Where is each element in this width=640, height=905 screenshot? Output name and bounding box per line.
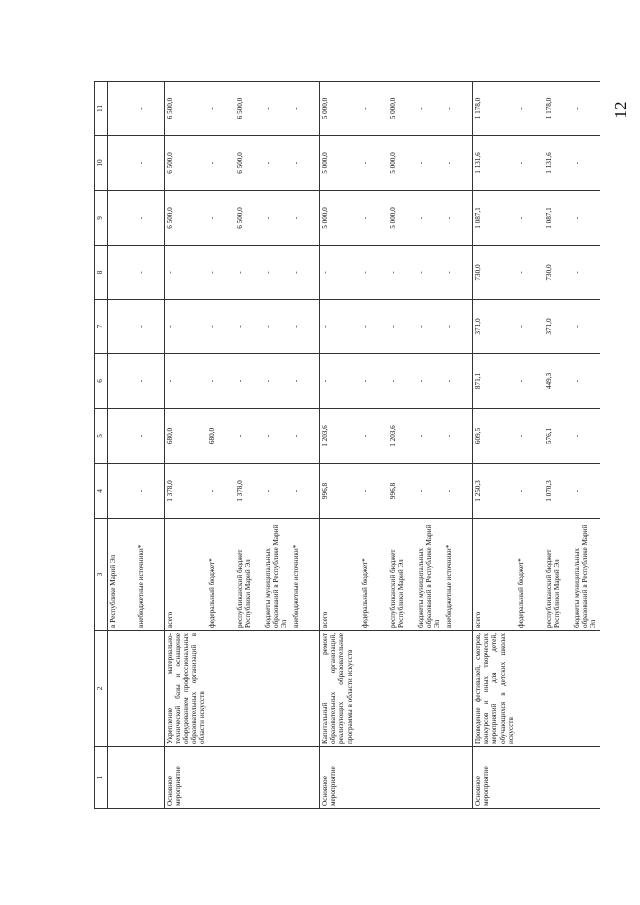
- value-cell: -: [516, 464, 544, 519]
- activity-name-cell: [388, 631, 416, 747]
- activity-name-cell: [263, 631, 291, 747]
- value-cell: 680,0: [165, 409, 208, 464]
- value-cell: 1 203,6: [320, 409, 361, 464]
- value-cell: 6 500,0: [235, 82, 263, 136]
- value-cell: -: [263, 82, 291, 136]
- table-row: [320, 82, 361, 809]
- value-cell: -: [291, 82, 320, 136]
- value-cell: -: [263, 300, 291, 354]
- row-type-cell: [207, 747, 235, 809]
- funding-source-cell: бюджеты муниципальных образований в Республике Марий Эл: [263, 519, 291, 631]
- header-cell: 9: [95, 191, 108, 246]
- value-cell: -: [136, 354, 165, 409]
- value-cell: -: [263, 409, 291, 464]
- value-cell: -: [320, 300, 361, 354]
- budget-table: [94, 81, 600, 809]
- activity-name-cell: [207, 631, 235, 747]
- value-cell: -: [235, 300, 263, 354]
- activity-name-cell: [544, 631, 572, 747]
- value-cell: 1 131,6: [473, 136, 516, 191]
- value-cell: 5 000,0: [388, 191, 416, 246]
- table-row: [136, 82, 165, 809]
- value-cell: -: [207, 82, 235, 136]
- value-cell: -: [416, 246, 444, 300]
- value-cell: 730,0: [544, 246, 572, 300]
- value-cell: 449,3: [544, 354, 572, 409]
- row-type-cell: [572, 747, 600, 809]
- value-cell: -: [444, 409, 473, 464]
- value-cell: 5 000,0: [388, 136, 416, 191]
- funding-source-cell: внебюджетные источники*: [444, 519, 473, 631]
- value-cell: -: [320, 246, 361, 300]
- value-cell: -: [572, 136, 600, 191]
- header-cell: 11: [95, 82, 108, 136]
- row-type-cell: Основное мероприятие: [473, 747, 516, 809]
- row-type-cell: [516, 747, 544, 809]
- value-cell: -: [235, 409, 263, 464]
- value-cell: 1 378,0: [235, 464, 263, 519]
- value-cell: -: [136, 300, 165, 354]
- value-cell: -: [444, 300, 473, 354]
- value-cell: 6 500,0: [235, 136, 263, 191]
- value-cell: -: [136, 136, 165, 191]
- value-cell: [108, 82, 137, 136]
- activity-name-cell: [108, 631, 137, 747]
- value-cell: -: [165, 300, 208, 354]
- value-cell: -: [291, 191, 320, 246]
- value-cell: -: [572, 246, 600, 300]
- value-cell: 1 178,0: [473, 82, 516, 136]
- value-cell: [108, 464, 137, 519]
- value-cell: -: [136, 464, 165, 519]
- funding-source-cell: внебюджетные источники*: [136, 519, 165, 631]
- funding-source-cell: всего: [320, 519, 361, 631]
- value-cell: -: [165, 354, 208, 409]
- budget-table-page: [94, 82, 597, 809]
- value-cell: -: [360, 246, 388, 300]
- funding-source-cell: республиканский бюджет Республики Марий Эл: [544, 519, 572, 631]
- value-cell: 6 500,0: [165, 136, 208, 191]
- value-cell: -: [416, 136, 444, 191]
- value-cell: -: [263, 136, 291, 191]
- value-cell: -: [516, 354, 544, 409]
- table-row: [108, 82, 137, 809]
- funding-source-cell: федеральный бюджет*: [516, 519, 544, 631]
- row-type-cell: [544, 747, 572, 809]
- value-cell: -: [320, 354, 361, 409]
- header-cell: 5: [95, 409, 108, 464]
- row-type-cell: [263, 747, 291, 809]
- value-cell: [108, 409, 137, 464]
- value-cell: -: [572, 191, 600, 246]
- value-cell: 371,0: [473, 300, 516, 354]
- value-cell: -: [416, 191, 444, 246]
- value-cell: -: [444, 191, 473, 246]
- value-cell: -: [207, 191, 235, 246]
- row-type-cell: [291, 747, 320, 809]
- funding-source-cell: федеральный бюджет*: [360, 519, 388, 631]
- value-cell: -: [444, 464, 473, 519]
- value-cell: 871,1: [473, 354, 516, 409]
- value-cell: 1 378,0: [165, 464, 208, 519]
- activity-name-cell: [235, 631, 263, 747]
- funding-source-cell: федеральный бюджет*: [207, 519, 235, 631]
- value-cell: 680,0: [207, 409, 235, 464]
- row-type-cell: [235, 747, 263, 809]
- activity-name-cell: [291, 631, 320, 747]
- value-cell: -: [516, 246, 544, 300]
- value-cell: 1 070,3: [544, 464, 572, 519]
- value-cell: -: [516, 300, 544, 354]
- value-cell: -: [444, 82, 473, 136]
- activity-name-cell: [136, 631, 165, 747]
- value-cell: -: [136, 246, 165, 300]
- value-cell: -: [291, 246, 320, 300]
- value-cell: 6 500,0: [165, 82, 208, 136]
- activity-name-cell: [416, 631, 444, 747]
- header-cell: 6: [95, 354, 108, 409]
- value-cell: [108, 246, 137, 300]
- header-cell: 8: [95, 246, 108, 300]
- header-cell: 4: [95, 464, 108, 519]
- value-cell: -: [263, 464, 291, 519]
- value-cell: -: [416, 354, 444, 409]
- activity-name-cell: Проведение фестивалей, смотров, конкурсов и иных творческих мероприятий для детей, обучающихся в детских школах искусств: [473, 631, 516, 747]
- value-cell: -: [207, 354, 235, 409]
- value-cell: -: [444, 354, 473, 409]
- value-cell: 6 500,0: [235, 191, 263, 246]
- table-row: [572, 82, 600, 809]
- table-row: [360, 82, 388, 809]
- value-cell: 5 000,0: [320, 191, 361, 246]
- value-cell: [108, 136, 137, 191]
- value-cell: 1 203,6: [388, 409, 416, 464]
- value-cell: -: [572, 82, 600, 136]
- funding-source-cell: всего: [165, 519, 208, 631]
- value-cell: 1 131,6: [544, 136, 572, 191]
- header-cell: 3: [95, 519, 108, 631]
- value-cell: 1 087,1: [473, 191, 516, 246]
- row-type-cell: [108, 747, 137, 809]
- activity-name-cell: [360, 631, 388, 747]
- value-cell: -: [572, 409, 600, 464]
- value-cell: -: [416, 300, 444, 354]
- value-cell: [108, 300, 137, 354]
- row-type-cell: Основное мероприятие: [165, 747, 208, 809]
- value-cell: 576,1: [544, 409, 572, 464]
- header-cell: 2: [95, 631, 108, 747]
- row-type-cell: [388, 747, 416, 809]
- value-cell: -: [136, 409, 165, 464]
- value-cell: 371,0: [544, 300, 572, 354]
- value-cell: -: [291, 409, 320, 464]
- value-cell: 5 000,0: [388, 82, 416, 136]
- value-cell: -: [516, 82, 544, 136]
- row-type-cell: [360, 747, 388, 809]
- value-cell: 1 178,0: [544, 82, 572, 136]
- header-cell: 10: [95, 136, 108, 191]
- row-type-cell: Основное мероприятие: [320, 747, 361, 809]
- funding-source-cell: бюджеты муниципальных образований в Республике Марий Эл: [416, 519, 444, 631]
- value-cell: 5 000,0: [320, 136, 361, 191]
- value-cell: -: [360, 191, 388, 246]
- funding-source-cell: в Республике Марий Эл: [108, 519, 137, 631]
- value-cell: 730,0: [473, 246, 516, 300]
- value-cell: 1 087,1: [544, 191, 572, 246]
- table-row: [165, 82, 208, 809]
- activity-name-cell: [572, 631, 600, 747]
- activity-name-cell: Капитальный ремонт образовательных организаций, реализующих образовательные программы в области искусств: [320, 631, 361, 747]
- funding-source-cell: всего: [473, 519, 516, 631]
- value-cell: -: [516, 136, 544, 191]
- value-cell: 6 500,0: [165, 191, 208, 246]
- table-row: [263, 82, 291, 809]
- value-cell: -: [136, 82, 165, 136]
- value-cell: -: [235, 246, 263, 300]
- value-cell: 5 000,0: [320, 82, 361, 136]
- value-cell: -: [572, 300, 600, 354]
- value-cell: -: [360, 82, 388, 136]
- value-cell: -: [416, 409, 444, 464]
- value-cell: -: [516, 409, 544, 464]
- value-cell: -: [207, 136, 235, 191]
- table-row: [516, 82, 544, 809]
- page-number: 12: [611, 101, 630, 119]
- table-header-row: [95, 82, 108, 809]
- value-cell: -: [572, 464, 600, 519]
- header-cell: 7: [95, 300, 108, 354]
- value-cell: -: [235, 354, 263, 409]
- value-cell: -: [263, 191, 291, 246]
- value-cell: -: [444, 136, 473, 191]
- value-cell: 996,8: [388, 464, 416, 519]
- table-row: [291, 82, 320, 809]
- value-cell: -: [165, 246, 208, 300]
- value-cell: -: [388, 354, 416, 409]
- value-cell: -: [416, 464, 444, 519]
- value-cell: -: [291, 300, 320, 354]
- value-cell: -: [291, 464, 320, 519]
- value-cell: -: [444, 246, 473, 300]
- value-cell: -: [572, 354, 600, 409]
- table-row: [473, 82, 516, 809]
- value-cell: -: [416, 82, 444, 136]
- funding-source-cell: республиканский бюджет Республики Марий Эл: [235, 519, 263, 631]
- header-cell: 1: [95, 747, 108, 809]
- table-row: [388, 82, 416, 809]
- value-cell: -: [263, 354, 291, 409]
- value-cell: -: [263, 246, 291, 300]
- value-cell: [108, 354, 137, 409]
- funding-source-cell: республиканский бюджет Республики Марий Эл: [388, 519, 416, 631]
- row-type-cell: [444, 747, 473, 809]
- value-cell: 1 250,3: [473, 464, 516, 519]
- value-cell: -: [516, 191, 544, 246]
- value-cell: -: [291, 136, 320, 191]
- value-cell: -: [136, 191, 165, 246]
- value-cell: -: [207, 464, 235, 519]
- value-cell: -: [207, 246, 235, 300]
- value-cell: -: [360, 300, 388, 354]
- row-type-cell: [416, 747, 444, 809]
- value-cell: -: [291, 354, 320, 409]
- activity-name-cell: [516, 631, 544, 747]
- activity-name-cell: Укрепление материально-технической базы и оснащение оборудованием профессиональных образовательных организаций в области искусств: [165, 631, 208, 747]
- value-cell: 609,5: [473, 409, 516, 464]
- value-cell: -: [388, 246, 416, 300]
- value-cell: -: [388, 300, 416, 354]
- row-type-cell: [136, 747, 165, 809]
- table-row: [444, 82, 473, 809]
- value-cell: -: [360, 354, 388, 409]
- table-row: [416, 82, 444, 809]
- table-row: [207, 82, 235, 809]
- value-cell: -: [207, 300, 235, 354]
- value-cell: -: [360, 136, 388, 191]
- value-cell: -: [360, 409, 388, 464]
- value-cell: [108, 191, 137, 246]
- activity-name-cell: [444, 631, 473, 747]
- table-row: [544, 82, 572, 809]
- value-cell: 996,8: [320, 464, 361, 519]
- value-cell: -: [360, 464, 388, 519]
- table-row: [235, 82, 263, 809]
- funding-source-cell: бюджеты муниципальных образований в Республике Марий Эл: [572, 519, 600, 631]
- funding-source-cell: внебюджетные источники*: [291, 519, 320, 631]
